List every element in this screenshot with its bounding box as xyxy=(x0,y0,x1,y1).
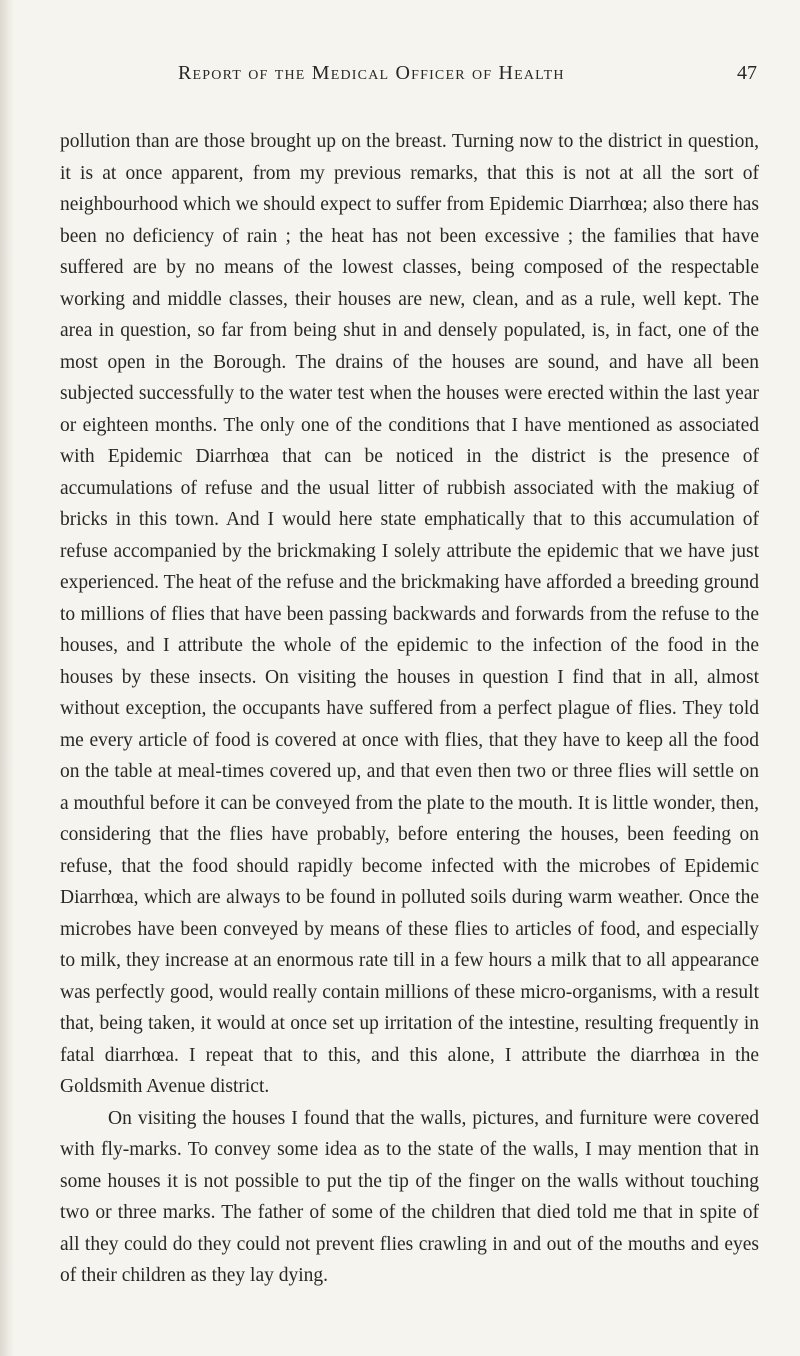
body-text xyxy=(60,126,759,1292)
page-number: 47 xyxy=(737,62,757,84)
page-edge-shadow xyxy=(0,0,14,1356)
running-title: Report of the Medical Officer of Health xyxy=(178,62,565,84)
running-header xyxy=(0,62,800,92)
paragraph: On visiting the houses I found that the walls, pictures, and furniture were covered with fly-marks. To convey some idea as to the state of the walls, I may mention that in some houses it is not possible to put the tip of the finger on the walls without touching two or three marks. The father of some of the children that died told me that in spite of all they could do they could not prevent flies crawling in and out of the mouths and eyes of their children as they lay dying. xyxy=(60,1107,759,1286)
paragraph: pollution than are those brought up on the breast. Turning now to the district in question, it is at once apparent, from my previous remarks, that this is not at all the sort of neighbourhood which we should expect to suffer from Epidemic Diarrhœa; also there has been no deficiency of rain ; the heat has not been excessive ; the families that have suffered are by no means of the lowest classes, being composed of the respectable working and middle classes, their houses are new, clean, and as a rule, well kept. The area in question, so far from being shut in and densely populated, is, in fact, one of the most open in the Borough. The drains of the houses are sound, and have all been subjected successfully to the water test when the houses were erected within the last year or eighteen months. The only one of the conditions that I have mentioned as associated with Epidemic Diarrhœa that can be noticed in the district is the presence of accumulations of refuse and the usual litter of rubbish associated with the makiug of bricks in this town. And I would here state emphatically that to this accumulation of refuse accompanied by the brickmaking I solely attribute the epidemic that we have just experienced. The heat of the refuse and the brickmaking have afforded a breeding ground to millions of flies that have been passing backwards and forwards from the refuse to the houses, and I attribute the whole of the epidemic to the infection of the food in the houses by these insects. On visiting the houses in question I find that in all, almost without exception, the occupants have suffered from a perfect plague of flies. They told me every article of food is covered at once with flies, that they have to keep all the food on the table at meal-times covered up, and that even then two or three flies will settle on a mouthful before it can be conveyed from the plate to the mouth. It is little wonder, then, considering that the flies have probably, before entering the houses, been feeding on refuse, that the food should rapidly become infected with the microbes of Epidemic Diarrhœa, which are always to be found in polluted soils during warm weather. Once the microbes have been conveyed by means of these flies to articles of food, and especially to milk, they increase at an enormous rate till in a few hours a milk that to all appearance was perfectly good, would really contain millions of these micro-organisms, with a result that, being taken, it would at once set up irritation of the intestine, resulting frequently in fatal diarrhœa. I repeat that to this, and this alone, I attribute the diarrhœa in the Goldsmith Avenue district. xyxy=(60,131,759,1097)
